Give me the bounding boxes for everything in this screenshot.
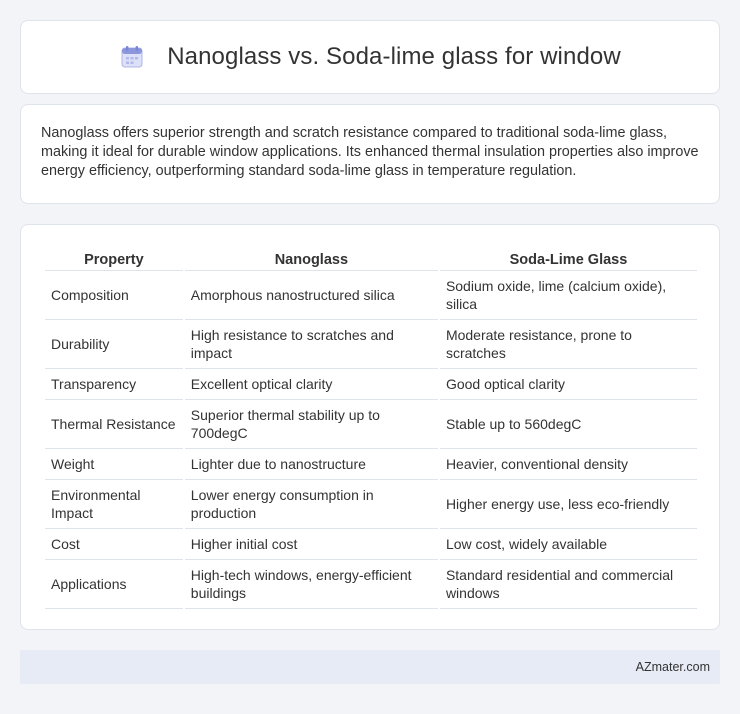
row-nanoglass-value: Lighter due to nanostructure — [185, 449, 438, 480]
row-soda-lime-value: Heavier, conventional density — [440, 449, 697, 480]
table-row — [45, 369, 697, 400]
row-nanoglass-value: Higher initial cost — [185, 529, 438, 560]
comparison-table-card — [20, 224, 720, 630]
row-nanoglass-value: Excellent optical clarity — [185, 369, 438, 400]
row-property: Transparency — [45, 369, 183, 400]
row-property: Cost — [45, 529, 183, 560]
row-soda-lime-value: Sodium oxide, lime (calcium oxide), silica — [440, 271, 697, 320]
description-text: Nanoglass offers superior strength and scratch resistance compared to traditional soda-lime glass, making it ideal for durable window applications. Its enhanced thermal insulation properties also improve energy efficiency, outperforming standard soda-lime glass in temperature regulation. — [41, 125, 699, 179]
row-soda-lime-value: Good optical clarity — [440, 369, 697, 400]
row-nanoglass-value: High resistance to scratches and impact — [185, 320, 438, 369]
row-nanoglass-value: Lower energy consumption in production — [185, 480, 438, 529]
row-property: Thermal Resistance — [45, 400, 183, 449]
page-title: Nanoglass vs. Soda-lime glass for window — [167, 43, 621, 70]
row-property: Environmental Impact — [45, 480, 183, 529]
table-row — [45, 449, 697, 480]
table-row — [45, 271, 697, 320]
title-card — [20, 20, 720, 94]
header-nanoglass: Nanoglass — [185, 245, 438, 271]
table-row — [45, 320, 697, 369]
row-soda-lime-value: Stable up to 560degC — [440, 400, 697, 449]
row-soda-lime-value: Low cost, widely available — [440, 529, 697, 560]
row-nanoglass-value: Amorphous nanostructured silica — [185, 271, 438, 320]
comparison-table — [43, 245, 699, 609]
footer-brand-link[interactable]: AZmater.com — [635, 660, 710, 674]
row-nanoglass-value: Superior thermal stability up to 700degC — [185, 400, 438, 449]
row-soda-lime-value: Moderate resistance, prone to scratches — [440, 320, 697, 369]
table-row — [45, 400, 697, 449]
row-nanoglass-value: High-tech windows, energy-efficient buildings — [185, 560, 438, 609]
table-row — [45, 529, 697, 560]
row-soda-lime-value: Standard residential and commercial windows — [440, 560, 697, 609]
calendar-icon — [119, 44, 145, 70]
header-property: Property — [45, 245, 183, 271]
table-row — [45, 480, 697, 529]
row-soda-lime-value: Higher energy use, less eco-friendly — [440, 480, 697, 529]
title-wrap — [119, 43, 621, 71]
table-header-row — [45, 245, 697, 271]
row-property: Weight — [45, 449, 183, 480]
footer-bar — [20, 650, 720, 684]
row-property: Applications — [45, 560, 183, 609]
row-property: Durability — [45, 320, 183, 369]
description-card — [20, 104, 720, 204]
row-property: Composition — [45, 271, 183, 320]
table-row — [45, 560, 697, 609]
header-soda-lime-glass: Soda-Lime Glass — [440, 245, 697, 271]
